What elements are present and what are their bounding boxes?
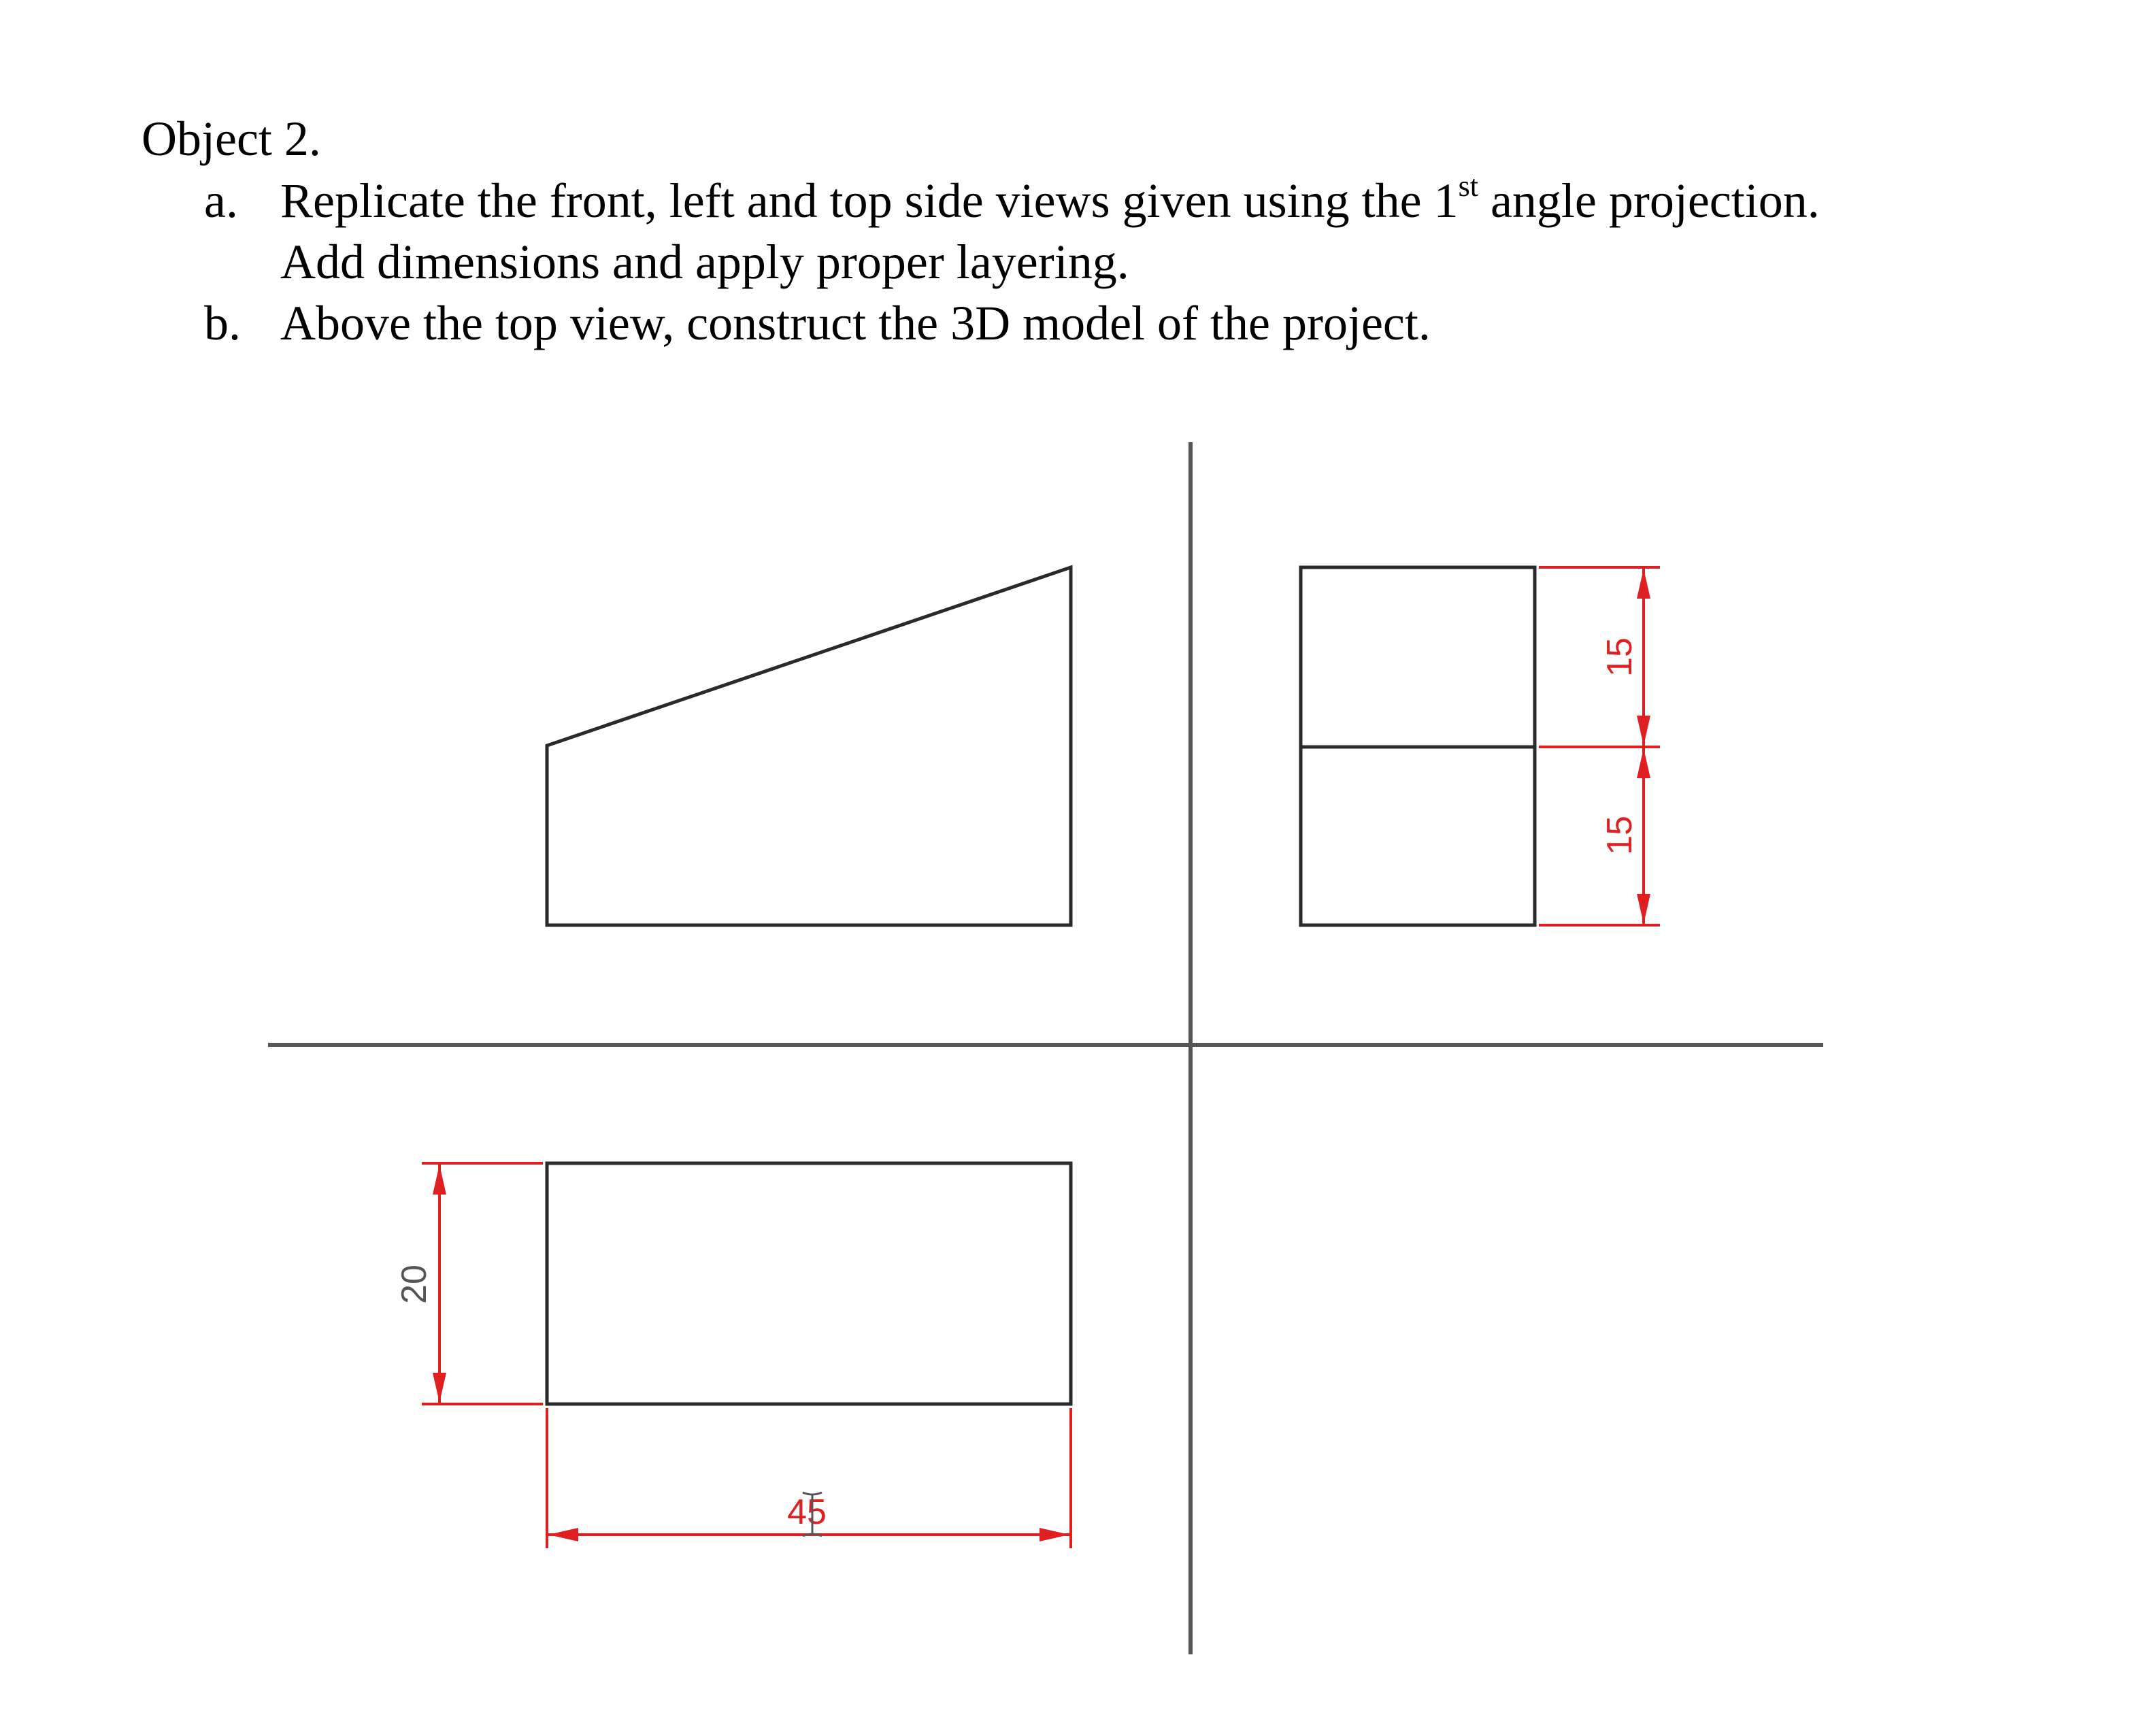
reference-lines: [268, 442, 1823, 1654]
page-heading: Object 2.: [142, 112, 321, 166]
side-view-dimensions: [1539, 567, 1660, 925]
top-depth-dimension: [422, 1163, 543, 1404]
top-view-outline: [547, 1163, 1071, 1404]
dim-text-depth: 20: [395, 1265, 434, 1304]
dim-text-upper: 15: [1600, 637, 1640, 677]
task-text-a-part2: angle projection. Add dimensions and apply proper layering.: [280, 173, 1820, 289]
task-text-b: Above the top view, construct the 3D model of the project.: [280, 296, 1431, 350]
task-marker-b: b.: [204, 296, 241, 350]
left-side-view: [1301, 567, 1535, 925]
dim-text-width: 45: [787, 1492, 827, 1532]
side-arrow-top: [1637, 569, 1650, 599]
width-arrow-left: [548, 1528, 578, 1541]
front-view-outline: [547, 567, 1071, 925]
dim-text-lower: 15: [1600, 816, 1640, 855]
task-text-a-part1: Replicate the front, left and top side views given using the 1: [280, 173, 1459, 228]
task-marker-a: a.: [204, 173, 238, 228]
ordinal-superscript: st: [1458, 169, 1478, 203]
side-arrow-mid-down: [1637, 748, 1650, 778]
depth-arrow-bottom: [433, 1373, 446, 1403]
width-arrow-right: [1040, 1528, 1069, 1541]
depth-arrow-top: [433, 1165, 446, 1195]
side-arrow-mid-up: [1637, 716, 1650, 746]
side-arrow-bottom: [1637, 894, 1650, 924]
